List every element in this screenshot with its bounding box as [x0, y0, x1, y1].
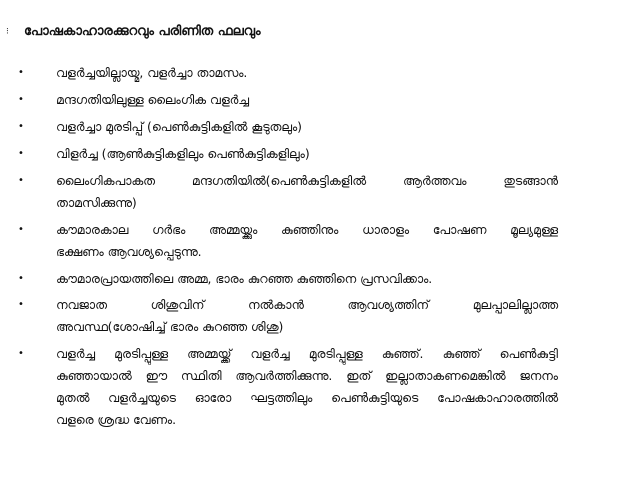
bullet-icon: • — [18, 224, 24, 235]
bullet-icon: • — [18, 273, 24, 284]
list-item-text — [56, 116, 558, 138]
list-item-line: നവജാത ശിശുവിന് നല്‍കാന്‍ ആവശ്യത്തിന് മുലപ്പാലില്ലാത്ത — [56, 297, 558, 312]
bullet-icon: • — [18, 67, 24, 78]
list-item-line: വളര്‍ച്ചാ മുരടിപ്പ് (പെണ്‍കുട്ടികളില്‍ കൂടുതലും) — [56, 119, 302, 134]
list-item-text — [56, 170, 558, 214]
bullet-icon: • — [18, 121, 24, 132]
list-item-line: വളര്‍ച്ചയില്ലായ്മ, വളര്‍ച്ചാ താമസം. — [56, 65, 248, 80]
list-item-line: ഭക്ഷണം ആവശ്യപ്പെടുന്നു. — [56, 244, 202, 259]
list-item-text — [56, 62, 558, 84]
list-item-line: വളരെ ശ്രദ്ധ വേണം. — [56, 412, 177, 427]
list-item-line: മുതല്‍ വളര്‍ച്ചയുടെ ഓരോ ഘട്ടത്തിലും പെണ്‍കുട്ടിയുടെ പോഷകാഹാരത്തില്‍ — [56, 390, 558, 405]
heading-marker: ⁝ — [6, 27, 9, 37]
list-item-text — [56, 268, 558, 290]
list-item-line: വളര്‍ച്ച മുരടിപ്പുള്ള അമ്മയ്ക്ക് വളര്‍ച്ച മുരടിപ്പുള്ള കുഞ്ഞ്. കുഞ്ഞ് പെണ്‍കുട്ടി — [56, 346, 558, 361]
bullet-icon: • — [18, 348, 24, 359]
list-item-line: വിളര്‍ച്ച (ആണ്‍കുട്ടികളിലും പെണ്‍കുട്ടികളിലും) — [56, 146, 310, 161]
list-item-text — [56, 219, 558, 263]
list-item-text — [56, 294, 558, 338]
bullet-icon: • — [18, 94, 24, 105]
list-item-line: അവസ്ഥ(ശോഷിച്ച് ഭാരം കുറഞ്ഞ ശിശു) — [56, 319, 284, 334]
bullet-icon: • — [18, 299, 24, 310]
list-item-line: കൗമാരപ്രായത്തിലെ അമ്മ, ഭാരം കുറഞ്ഞ കുഞ്ഞിനെ പ്രസവിക്കാം. — [56, 271, 433, 286]
list-item-text — [56, 343, 558, 431]
list-item-line: താമസിക്കുന്നു) — [56, 195, 137, 210]
list-item-line: കുഞ്ഞായാല്‍ ഈ സ്ഥിതി ആവര്‍ത്തിക്കുന്നു. ഇത് ഇല്ലാതാകണമെങ്കില്‍ ജനനം — [56, 368, 558, 383]
list-item-text — [56, 89, 558, 111]
heading-title: പോഷകാഹാരക്കുറവും പരിണിത ഫലവും — [24, 24, 261, 39]
bullet-icon: • — [18, 148, 24, 159]
list-item-text — [56, 143, 558, 165]
bullet-icon: • — [18, 175, 24, 186]
list-item-line: മന്ദഗതിയിലുള്ള ലൈംഗിക വളര്‍ച്ച — [56, 92, 249, 107]
list-item-line: ലൈംഗികപാകത മന്ദഗതിയില്‍(പെണ്‍കുട്ടികളില്‍ ആര്‍ത്തവം തുടങ്ങാന്‍ — [56, 173, 558, 188]
list-item-line: കൗമാരകാല ഗര്‍ഭം അമ്മയ്ക്കും കുഞ്ഞിനും ധാരാളം പോഷണ മൂല്യമുള്ള — [56, 222, 558, 237]
